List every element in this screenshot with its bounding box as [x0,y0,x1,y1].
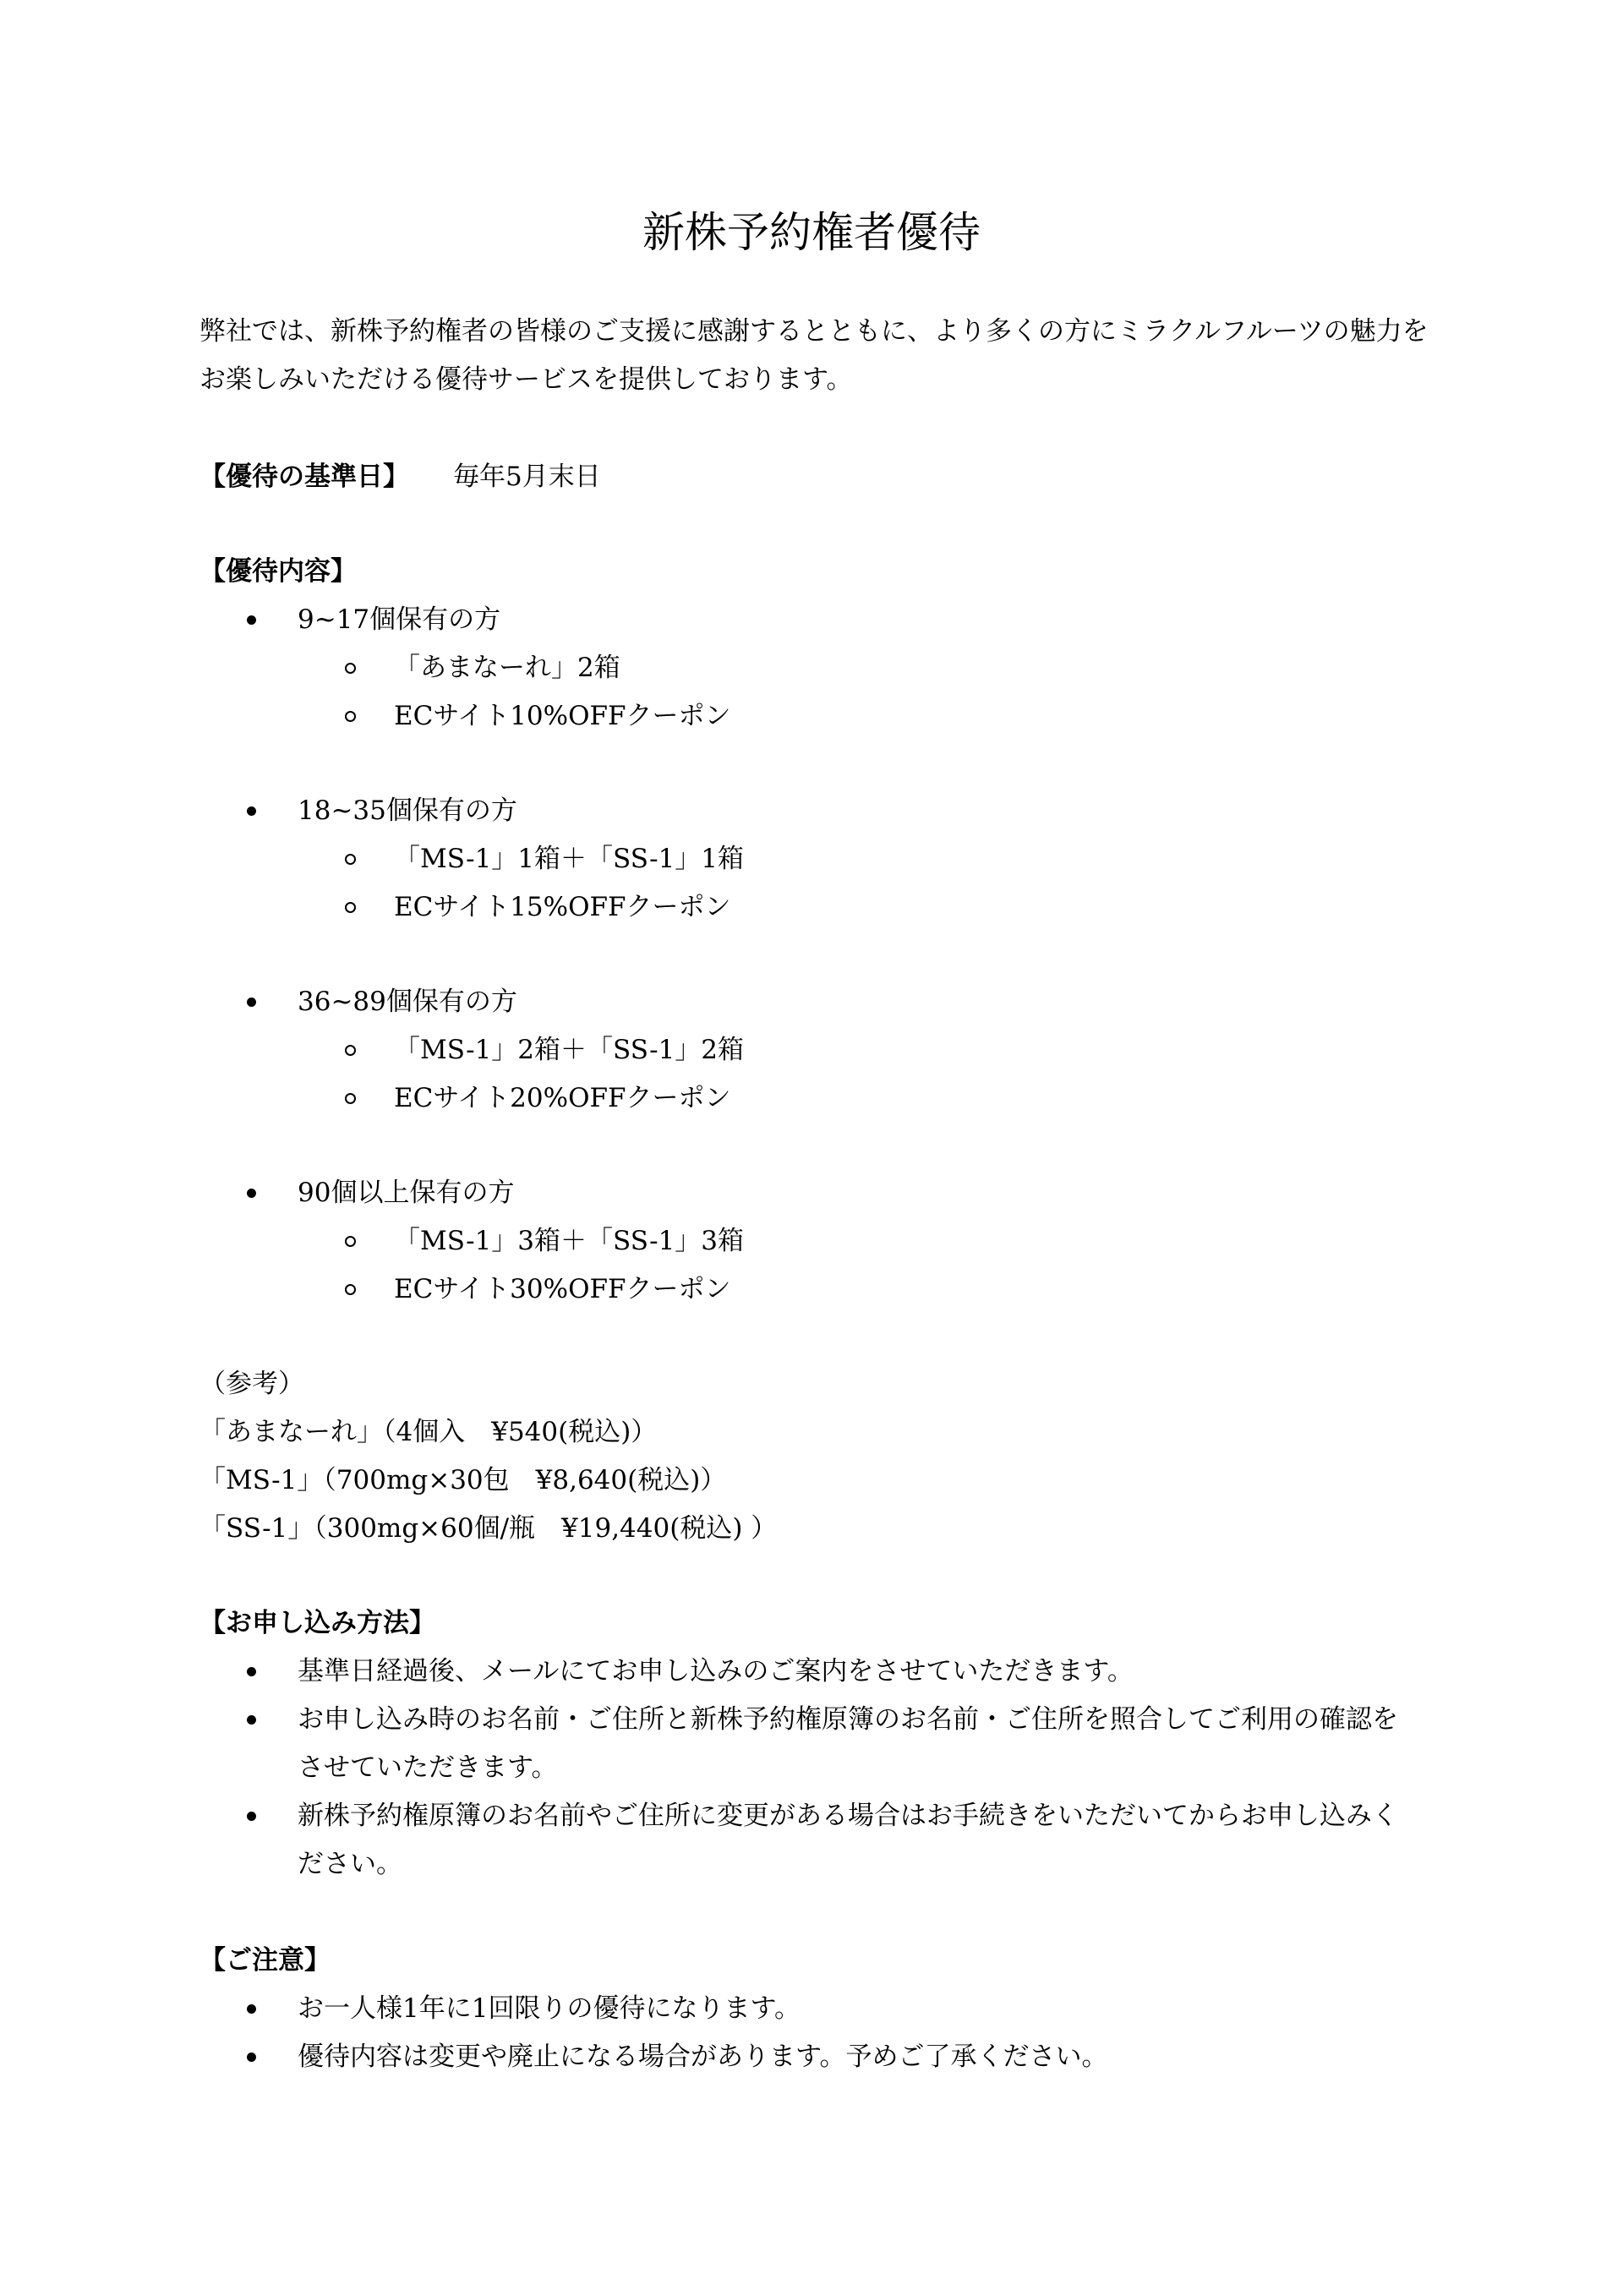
tier-benefit-text: ECサイト10%OFFクーポン [394,701,731,731]
record-date-value: 毎年5月末日 [453,462,601,492]
reference-line: 「MS-1」（700mg×30包 ¥8,640(税込)） [199,1465,727,1495]
tier-holding: 18~35個保有の方 [298,795,517,826]
tier-benefit-text: 「あまなーれ」2箱 [394,653,620,683]
bullet-icon [247,998,256,1007]
application-text: お申し込み時のお名前・ご住所と新株予約権原簿のお名前・ご住所を照合してご利用の確認をさせていただきます。 [298,1704,1398,1783]
circle-bullet-icon [345,1236,356,1247]
tier-benefit-text: ECサイト30%OFFクーポン [394,1274,731,1304]
bullet-icon [247,806,256,816]
bullet-icon [247,2004,256,2014]
tier-benefit-text: ECサイト20%OFFクーポン [394,1083,731,1113]
intro-paragraph: 弊社では、新株予約権者の皆様のご支援に感謝するとともに、より多くの方にミラクルフルーツの魅力をお楽しみいただける優待サービスを提供しております。 [199,316,1429,395]
notes-text: 優待内容は変更や廃止になる場合があります。予めご了承ください。 [298,2042,1108,2072]
tier-benefit-text: 「MS-1」2箱＋「SS-1」2箱 [394,1035,745,1065]
circle-bullet-icon [345,1045,356,1056]
reference-heading: （参考） [199,1369,304,1399]
bullet-icon [247,615,256,625]
benefits-heading: 【優待内容】 [199,556,357,587]
circle-bullet-icon [345,854,356,865]
tier-benefit-text: ECサイト15%OFFクーポン [394,892,731,922]
notes-text: お一人様1年に1回限りの優待になります。 [298,1993,801,2024]
bullet-icon [247,1812,256,1821]
circle-bullet-icon [345,902,356,913]
record-date-row [199,458,601,495]
circle-bullet-icon [345,711,356,722]
tier-benefit-text: 「MS-1」1箱＋「SS-1」1箱 [394,844,745,874]
bullet-icon [247,1715,256,1725]
bullet-icon [247,1667,256,1676]
application-heading: 【お申し込み方法】 [199,1608,435,1638]
circle-bullet-icon [345,1093,356,1104]
reference-line: 「あまなーれ」（4個入 ¥540(税込)） [199,1417,658,1447]
circle-bullet-icon [345,663,356,674]
tier-holding: 9~17個保有の方 [298,604,501,635]
page-title: 新株予約権者優待 [642,208,981,257]
circle-bullet-icon [345,1284,356,1295]
tier-holding: 90個以上保有の方 [298,1178,515,1208]
reference-line: 「SS-1」（300mg×60個/瓶 ¥19,440(税込) ） [199,1513,778,1544]
application-text: 新株予約権原簿のお名前やご住所に変更がある場合はお手続きをいただいてからお申し込みください。 [298,1801,1398,1879]
tier-benefit-text: 「MS-1」3箱＋「SS-1」3箱 [394,1226,745,1256]
bullet-icon [247,1189,256,1198]
bullet-icon [247,2053,256,2062]
application-text: 基準日経過後、メールにてお申し込みのご案内をさせていただきます。 [298,1656,1134,1686]
tier-holding: 36~89個保有の方 [298,987,517,1017]
record-date-label: 【優待の基準日】 [199,462,409,492]
notes-heading: 【ご注意】 [199,1945,331,1976]
